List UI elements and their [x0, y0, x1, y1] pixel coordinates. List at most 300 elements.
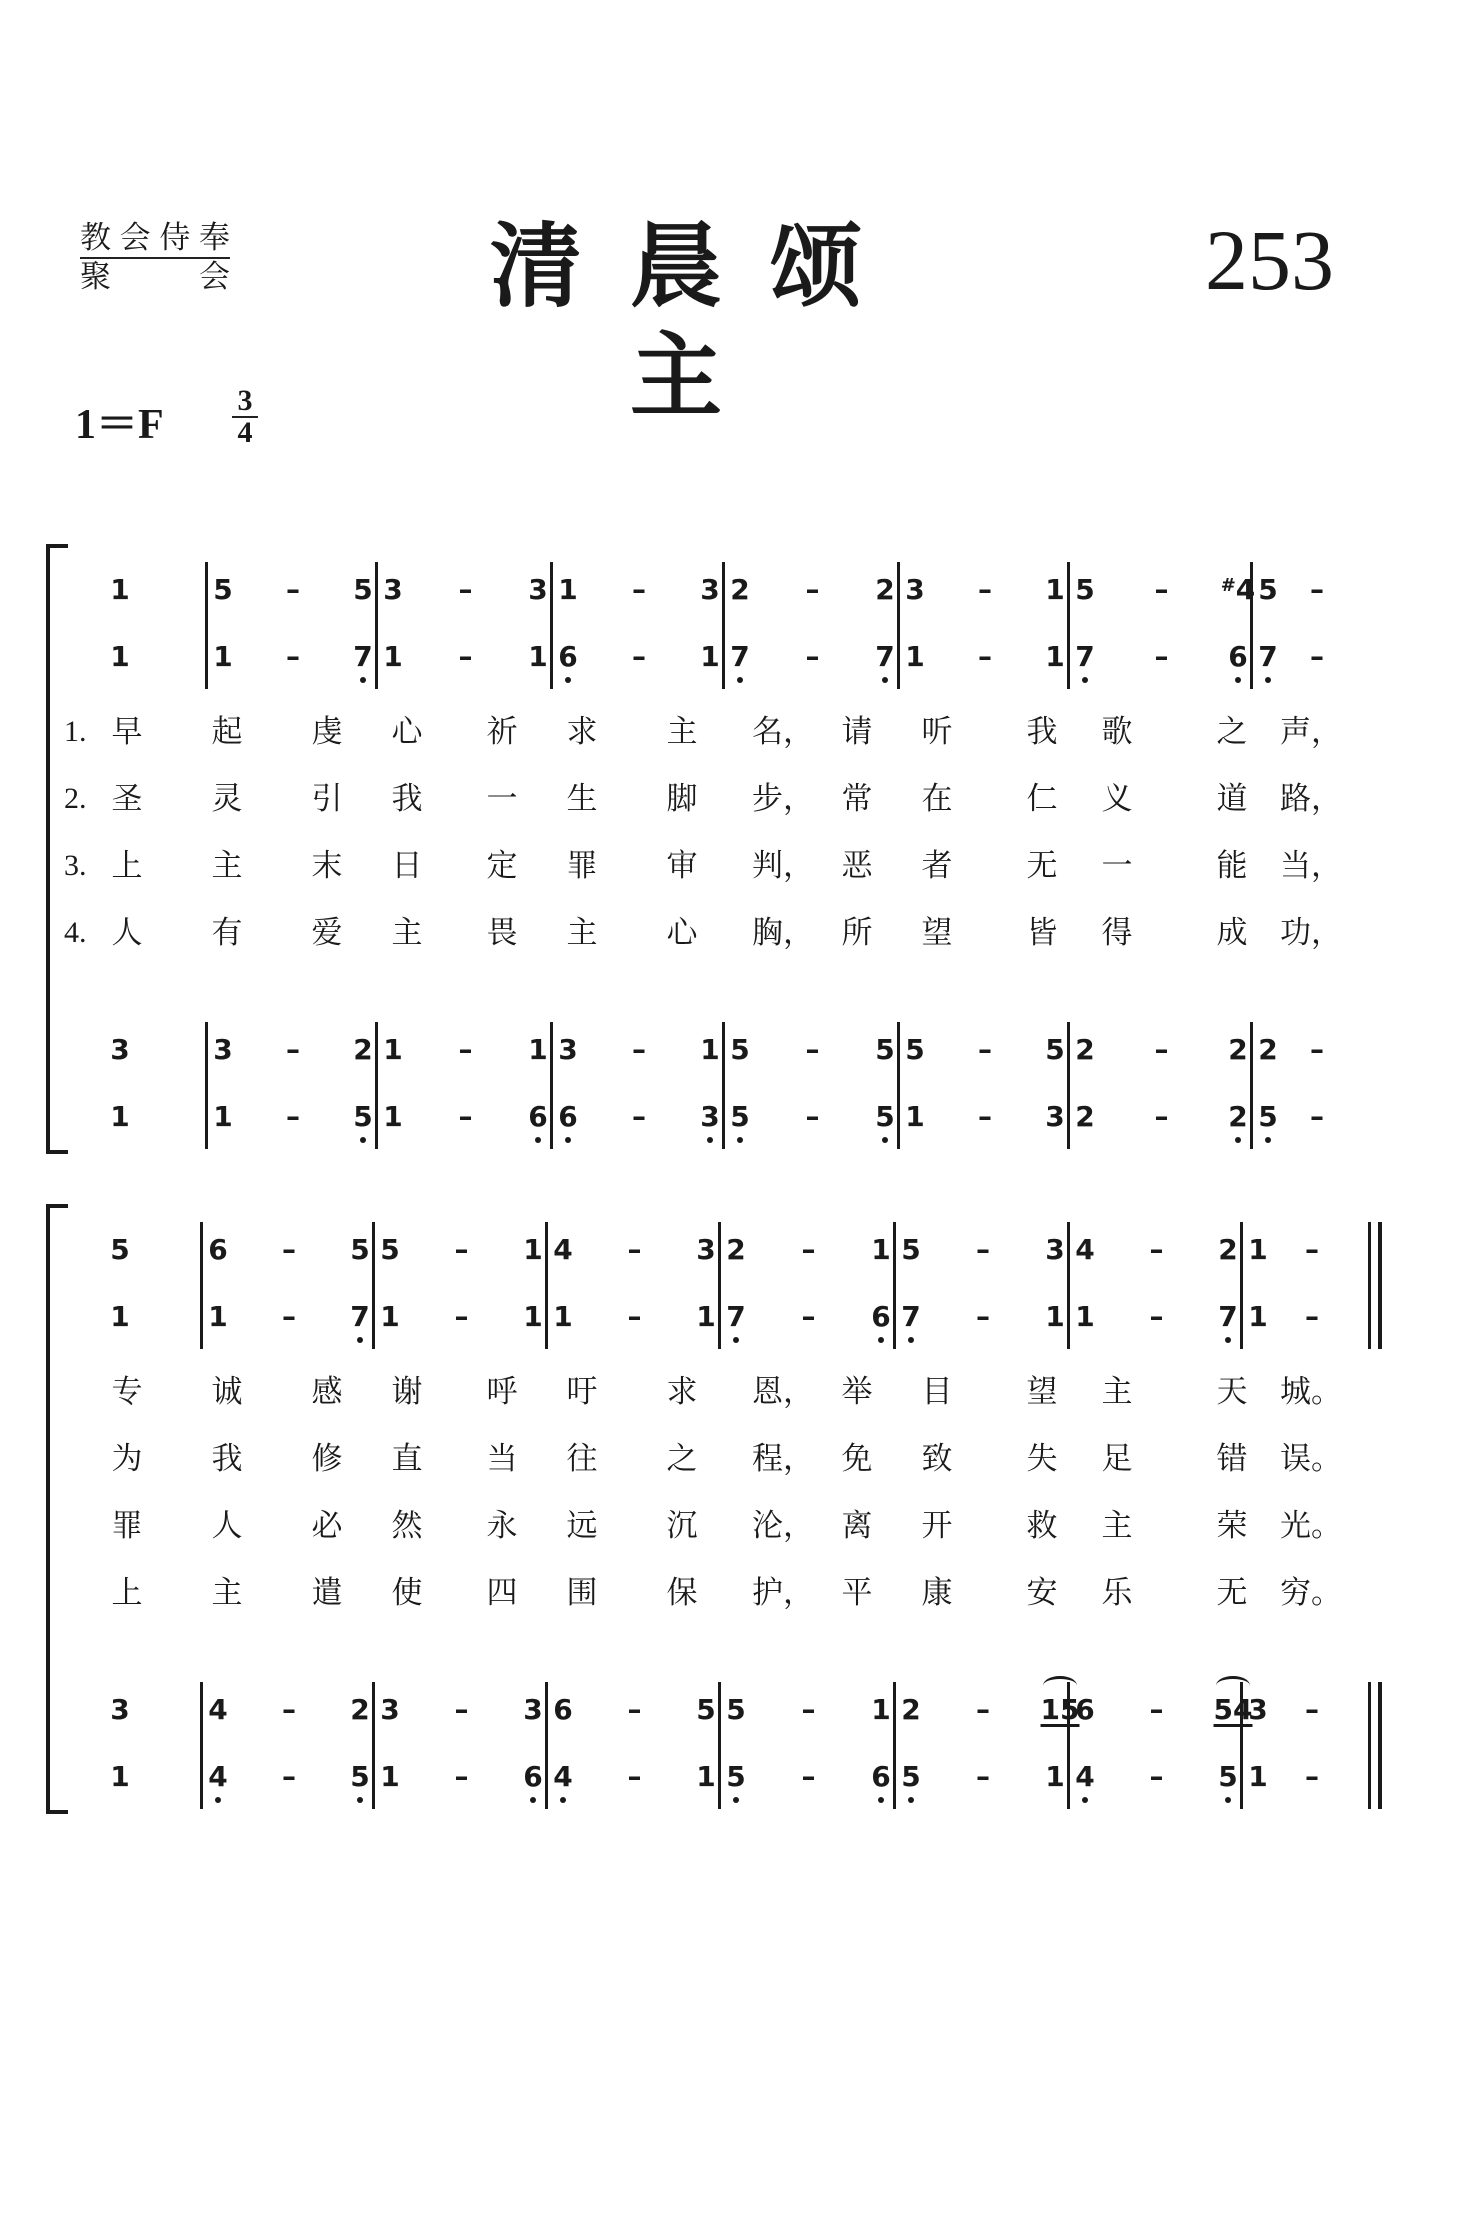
note-digit: 6 — [871, 1300, 891, 1333]
low-octave-dot — [360, 677, 366, 683]
note-digit: 5 — [901, 1233, 921, 1266]
note-digit: 1 — [523, 1300, 543, 1333]
note-digit: 1 — [528, 1033, 548, 1066]
bass-note — [720, 1097, 760, 1145]
beamed-notes: 15 — [1040, 1693, 1080, 1726]
tenor-note — [1065, 1030, 1105, 1078]
alto-note — [203, 637, 243, 685]
bass-note — [1065, 1757, 1105, 1805]
soprano-note — [1065, 570, 1105, 618]
soprano-note — [198, 1230, 238, 1278]
lyric-syllable: 请 — [841, 714, 873, 750]
tenor-note: – — [1149, 1693, 1164, 1726]
bass-note — [1065, 1097, 1105, 1145]
lyric-syllable: 起 — [211, 714, 243, 750]
note-digit: 2 — [1258, 1033, 1278, 1066]
lyric-syllable: 使 — [391, 1575, 423, 1611]
tenor-note — [198, 1690, 238, 1738]
note-digit: 3 — [383, 573, 403, 606]
lyric-syllable: 仁 — [1026, 781, 1058, 817]
lyric-syllable: 功， — [1280, 915, 1342, 951]
tenor-note: – — [286, 1033, 300, 1066]
note-digit: 1 — [696, 1300, 716, 1333]
note-digit: 1 — [110, 573, 130, 606]
note-digit: 5 — [1258, 1100, 1278, 1133]
low-octave-dot — [565, 677, 571, 683]
lyric-syllable: 安 — [1026, 1575, 1058, 1611]
lyric-syllable: 主 — [566, 915, 598, 951]
alto-note: – — [282, 1300, 296, 1333]
low-octave-dot — [530, 1797, 536, 1803]
lyric-syllable: 者 — [921, 848, 953, 884]
note-digit: 7 — [1218, 1300, 1238, 1333]
tenor-note — [1248, 1030, 1288, 1078]
final-barline — [1368, 1222, 1371, 1349]
lyric-syllable: 灵 — [211, 781, 243, 817]
soprano-pickup-note — [100, 570, 140, 618]
lyric-syllable: 声， — [1280, 714, 1342, 750]
lyric-syllable: 常 — [841, 781, 873, 817]
lyric-syllable: 吁 — [566, 1374, 598, 1410]
note-digit: 2 — [1218, 1233, 1238, 1266]
alto-note: – — [976, 1300, 990, 1333]
low-octave-dot — [882, 1137, 888, 1143]
lyric-syllable: 我 — [391, 781, 423, 817]
tenor-note — [370, 1690, 410, 1738]
low-octave-dot — [1235, 1137, 1241, 1143]
tenor-note: – — [801, 1693, 816, 1726]
soprano-note: – — [801, 1233, 816, 1266]
bass-note: – — [805, 1100, 820, 1133]
tenor-note — [1238, 1690, 1278, 1738]
lyric-syllable: 举 — [841, 1374, 873, 1410]
note-digit: 5 — [350, 1233, 370, 1266]
note-digit: 2 — [1075, 1100, 1095, 1133]
soprano-note: – — [632, 573, 646, 606]
soprano-note — [370, 1230, 410, 1278]
lyric-syllable: 目 — [921, 1374, 953, 1410]
lyric-syllable: 天 — [1216, 1374, 1248, 1410]
soprano-note: – — [978, 573, 992, 606]
alto-note: – — [805, 640, 820, 673]
tenor-note — [203, 1030, 243, 1078]
alto-note — [891, 1297, 931, 1345]
note-digit: 5 — [875, 1033, 895, 1066]
note-digit: 5 — [1258, 573, 1278, 606]
hymn-category — [80, 220, 230, 295]
alto-note — [895, 637, 935, 685]
lyric-syllable: 诚 — [211, 1374, 243, 1410]
note-digit: 1 — [380, 1760, 400, 1793]
soprano-note: – — [1149, 1233, 1164, 1266]
note-digit: 3 — [1045, 1233, 1065, 1266]
beamed-notes: 54 — [1213, 1693, 1253, 1726]
lyric-syllable: 罪 — [566, 848, 598, 884]
note-digit: 1 — [1075, 1300, 1095, 1333]
lyric-syllable: 望 — [1026, 1374, 1058, 1410]
note-digit: 3 — [696, 1233, 716, 1266]
bass-pickup-note — [100, 1097, 140, 1145]
soprano-note: – — [1154, 573, 1169, 606]
time-signature-top: 3 — [232, 386, 258, 418]
lyric-syllable: 罪 — [111, 1508, 143, 1544]
bass-note: – — [632, 1100, 646, 1133]
soprano-note — [543, 1230, 583, 1278]
bass-note: – — [1310, 1100, 1324, 1133]
lyric-syllable: 引 — [311, 781, 343, 817]
note-digit: 4 — [1075, 1760, 1095, 1793]
lyric-syllable: 早 — [111, 714, 143, 750]
lyric-syllable: 定 — [486, 848, 518, 884]
note-digit: 1 — [213, 640, 233, 673]
lyric-syllable: 致 — [921, 1441, 953, 1477]
lyric-syllable: 然 — [391, 1508, 423, 1544]
bass-note — [370, 1757, 410, 1805]
lyric-syllable: 主 — [211, 1575, 243, 1611]
final-barline — [1378, 1682, 1382, 1809]
bass-note — [203, 1097, 243, 1145]
lyric-syllable: 上 — [111, 848, 143, 884]
lyric-syllable: 我 — [1026, 714, 1058, 750]
soprano-note — [1238, 1230, 1278, 1278]
note-digit: 7 — [1258, 640, 1278, 673]
tenor-note: – — [458, 1033, 473, 1066]
note-digit: 2 — [901, 1693, 921, 1726]
note-digit: 6 — [558, 1100, 578, 1133]
alto-note — [370, 1297, 410, 1345]
note-digit: 6 — [558, 640, 578, 673]
lyric-syllable: 末 — [311, 848, 343, 884]
lyric-syllable: 足 — [1101, 1441, 1133, 1477]
bass-note — [1248, 1097, 1288, 1145]
alto-pickup-note — [100, 1297, 140, 1345]
note-digit: 1 — [1045, 573, 1065, 606]
note-digit: 3 — [1248, 1693, 1268, 1726]
tenor-note — [716, 1690, 756, 1738]
verse-number: 3. — [64, 849, 87, 882]
alto-note: – — [458, 640, 473, 673]
note-digit: 4 — [1075, 1233, 1095, 1266]
note-digit: 3 — [110, 1033, 130, 1066]
low-octave-dot — [733, 1797, 739, 1803]
bass-note — [891, 1757, 931, 1805]
alto-note: – — [978, 640, 992, 673]
note-digit: 1 — [528, 640, 548, 673]
lyric-syllable: 成 — [1216, 915, 1248, 951]
note-digit: 6 — [1075, 1693, 1095, 1726]
tenor-note: – — [976, 1693, 990, 1726]
lyric-syllable: 沦， — [752, 1508, 814, 1544]
note-digit: 5 — [875, 1100, 895, 1133]
soprano-note: – — [454, 1233, 469, 1266]
lyric-syllable: 谢 — [391, 1374, 423, 1410]
low-octave-dot — [1235, 677, 1241, 683]
alto-note: – — [1310, 640, 1324, 673]
lyric-syllable: 沉 — [666, 1508, 698, 1544]
lyric-syllable: 判， — [752, 848, 814, 884]
note-digit: 1 — [905, 640, 925, 673]
alto-note: – — [286, 640, 300, 673]
soprano-note: – — [282, 1233, 296, 1266]
note-digit: 5 — [726, 1693, 746, 1726]
bass-note: – — [286, 1100, 300, 1133]
lyric-syllable: 当， — [1280, 848, 1342, 884]
lyric-syllable: 穷。 — [1280, 1575, 1342, 1611]
note-digit: 6 — [523, 1760, 543, 1793]
note-digit: 3 — [700, 573, 720, 606]
lyric-syllable: 恶 — [841, 848, 873, 884]
key-signature: 1＝F — [75, 402, 164, 448]
bass-note: – — [282, 1760, 296, 1793]
note-digit: 4 — [553, 1233, 573, 1266]
tenor-note: – — [627, 1693, 642, 1726]
note-digit: 3 — [558, 1033, 578, 1066]
note-digit: 1 — [1248, 1300, 1268, 1333]
bass-note: – — [458, 1100, 473, 1133]
tenor-note: – — [632, 1033, 646, 1066]
soprano-note: – — [627, 1233, 642, 1266]
note-digit: 5 — [1218, 1760, 1238, 1793]
lyric-syllable: 感 — [311, 1374, 343, 1410]
tenor-note — [373, 1030, 413, 1078]
score-system-1 — [0, 540, 1477, 1180]
alto-note: – — [454, 1300, 469, 1333]
note-digit: 1 — [696, 1760, 716, 1793]
bass-note — [548, 1097, 588, 1145]
system-bracket — [46, 1204, 68, 1814]
low-octave-dot — [1225, 1337, 1231, 1343]
lyric-syllable: 护， — [752, 1575, 814, 1611]
lyric-syllable: 无 — [1026, 848, 1058, 884]
lyric-syllable: 道 — [1216, 781, 1248, 817]
lyric-syllable: 求 — [566, 714, 598, 750]
lyric-syllable: 免 — [841, 1441, 873, 1477]
score-system-2 — [0, 1200, 1477, 1840]
note-digit: 4 — [208, 1760, 228, 1793]
low-octave-dot — [1225, 1797, 1231, 1803]
note-digit: 1 — [700, 1033, 720, 1066]
low-octave-dot — [707, 1137, 713, 1143]
tenor-note — [720, 1030, 760, 1078]
bass-note: – — [454, 1760, 469, 1793]
note-digit: 2 — [875, 573, 895, 606]
note-digit: 1 — [110, 640, 130, 673]
lyric-syllable: 有 — [211, 915, 243, 951]
soprano-note: – — [458, 573, 473, 606]
lyric-syllable: 为 — [111, 1441, 143, 1477]
hymn-number: 253 — [1205, 212, 1334, 308]
lyric-syllable: 离 — [841, 1508, 873, 1544]
note-digit: 1 — [523, 1233, 543, 1266]
alto-note — [198, 1297, 238, 1345]
alto-note — [373, 637, 413, 685]
note-digit: 3 — [523, 1693, 543, 1726]
note-digit: 4 — [208, 1693, 228, 1726]
note-digit: 2 — [726, 1233, 746, 1266]
note-digit: 3 — [700, 1100, 720, 1133]
lyric-syllable: 主 — [211, 848, 243, 884]
time-signature-bottom: 4 — [237, 416, 253, 449]
low-octave-dot — [560, 1797, 566, 1803]
note-digit: 7 — [1075, 640, 1095, 673]
note-digit: 5 — [901, 1760, 921, 1793]
lyric-syllable: 远 — [566, 1508, 598, 1544]
lyric-syllable: 审 — [666, 848, 698, 884]
note-digit: 7 — [730, 640, 750, 673]
soprano-note — [1065, 1230, 1105, 1278]
alto-note: – — [627, 1300, 642, 1333]
soprano-note — [203, 570, 243, 618]
lyric-syllable: 义 — [1101, 781, 1133, 817]
note-digit: 5 — [350, 1760, 370, 1793]
lyric-syllable: 一 — [1101, 848, 1133, 884]
note-digit: 6 — [871, 1760, 891, 1793]
alto-note — [1238, 1297, 1278, 1345]
soprano-note — [895, 570, 935, 618]
note-digit: 1 — [905, 1100, 925, 1133]
soprano-note: – — [1310, 573, 1324, 606]
lyric-syllable: 路， — [1280, 781, 1342, 817]
lyric-syllable: 一 — [486, 781, 518, 817]
note-digit: 1 — [553, 1300, 573, 1333]
note-digit: 6 — [528, 1100, 548, 1133]
note-digit: 1 — [383, 1033, 403, 1066]
bass-note — [198, 1757, 238, 1805]
lyric-syllable: 恩， — [752, 1374, 814, 1410]
lyric-syllable: 围 — [566, 1575, 598, 1611]
lyric-syllable: 心 — [391, 714, 423, 750]
lyric-syllable: 歌 — [1101, 714, 1133, 750]
lyric-syllable: 修 — [311, 1441, 343, 1477]
lyric-syllable: 胸， — [752, 915, 814, 951]
note-digit: 6 — [553, 1693, 573, 1726]
bass-note — [895, 1097, 935, 1145]
lyric-syllable: 生 — [566, 781, 598, 817]
note-digit: 1 — [558, 573, 578, 606]
note-digit: 4 — [1235, 573, 1256, 606]
lyric-syllable: 康 — [921, 1575, 953, 1611]
low-octave-dot — [733, 1337, 739, 1343]
lyric-syllable: 听 — [921, 714, 953, 750]
low-octave-dot — [1265, 1137, 1271, 1143]
low-octave-dot — [908, 1337, 914, 1343]
note-digit: 3 — [213, 1033, 233, 1066]
soprano-note — [716, 1230, 756, 1278]
note-digit: 1 — [213, 1100, 233, 1133]
final-barline — [1368, 1682, 1371, 1809]
note-digit: 4 — [553, 1760, 573, 1793]
soprano-note — [373, 570, 413, 618]
lyric-syllable: 祈 — [486, 714, 518, 750]
bass-note: – — [978, 1100, 992, 1133]
lyric-syllable: 望 — [921, 915, 953, 951]
low-octave-dot — [908, 1797, 914, 1803]
alto-note: – — [1149, 1300, 1164, 1333]
alto-note: – — [1305, 1300, 1319, 1333]
soprano-note — [548, 570, 588, 618]
bass-note: – — [1305, 1760, 1319, 1793]
soprano-note — [720, 570, 760, 618]
alto-note — [1065, 1297, 1105, 1345]
alto-note — [1248, 637, 1288, 685]
tenor-pickup-note — [100, 1690, 140, 1738]
note-digit: 1 — [380, 1300, 400, 1333]
tenor-note — [891, 1690, 931, 1738]
lyric-syllable: 城。 — [1280, 1374, 1342, 1410]
note-digit: 1 — [871, 1693, 891, 1726]
soprano-note: – — [286, 573, 300, 606]
low-octave-dot — [535, 1137, 541, 1143]
note-digit: 1 — [110, 1760, 130, 1793]
low-octave-dot — [360, 1137, 366, 1143]
lyric-syllable: 能 — [1216, 848, 1248, 884]
bass-note: – — [801, 1760, 816, 1793]
lyric-syllable: 必 — [311, 1508, 343, 1544]
lyric-syllable: 当 — [486, 1441, 518, 1477]
note-digit: 5 — [380, 1233, 400, 1266]
lyric-syllable: 畏 — [486, 915, 518, 951]
bass-note — [543, 1757, 583, 1805]
note-digit: 3 — [528, 573, 548, 606]
lyric-syllable: 误。 — [1280, 1441, 1342, 1477]
low-octave-dot — [357, 1337, 363, 1343]
note-digit: 6 — [208, 1233, 228, 1266]
note-digit: 1 — [1045, 1300, 1065, 1333]
tenor-note: – — [1310, 1033, 1324, 1066]
note-digit: 3 — [110, 1693, 130, 1726]
lyric-syllable: 心 — [666, 915, 698, 951]
soprano-note — [1248, 570, 1288, 618]
alto-note: – — [801, 1300, 816, 1333]
tenor-note — [543, 1690, 583, 1738]
lyric-syllable: 无 — [1216, 1575, 1248, 1611]
lyric-syllable: 保 — [666, 1575, 698, 1611]
soprano-note: – — [976, 1233, 990, 1266]
note-digit: 1 — [871, 1233, 891, 1266]
lyric-syllable: 步， — [752, 781, 814, 817]
note-digit: 1 — [1045, 640, 1065, 673]
note-digit: 2 — [730, 573, 750, 606]
bass-note: – — [1154, 1100, 1169, 1133]
verse-number: 2. — [64, 782, 87, 815]
note-digit: 2 — [1228, 1033, 1248, 1066]
note-digit: 5 — [905, 1033, 925, 1066]
tenor-note: – — [805, 1033, 820, 1066]
lyric-syllable: 遣 — [311, 1575, 343, 1611]
low-octave-dot — [1265, 677, 1271, 683]
lyric-syllable: 人 — [211, 1508, 243, 1544]
note-digit: 2 — [350, 1693, 370, 1726]
lyric-syllable: 爱 — [311, 915, 343, 951]
low-octave-dot — [1082, 677, 1088, 683]
soprano-pickup-note — [100, 1230, 140, 1278]
time-signature — [232, 386, 258, 448]
lyric-syllable: 失 — [1026, 1441, 1058, 1477]
note-digit: 2 — [1228, 1100, 1248, 1133]
note-digit: 7 — [726, 1300, 746, 1333]
lyric-syllable: 直 — [391, 1441, 423, 1477]
tenor-note: – — [1305, 1693, 1319, 1726]
category-line-2: 聚 会 — [80, 259, 230, 295]
note-digit: 7 — [901, 1300, 921, 1333]
lyric-syllable: 脚 — [666, 781, 698, 817]
alto-note — [1065, 637, 1105, 685]
note-digit: 5 — [110, 1233, 130, 1266]
tenor-note: – — [454, 1693, 469, 1726]
low-octave-dot — [878, 1337, 884, 1343]
category-line-1: 教会侍奉 — [80, 220, 230, 259]
lyric-syllable: 错 — [1216, 1441, 1248, 1477]
